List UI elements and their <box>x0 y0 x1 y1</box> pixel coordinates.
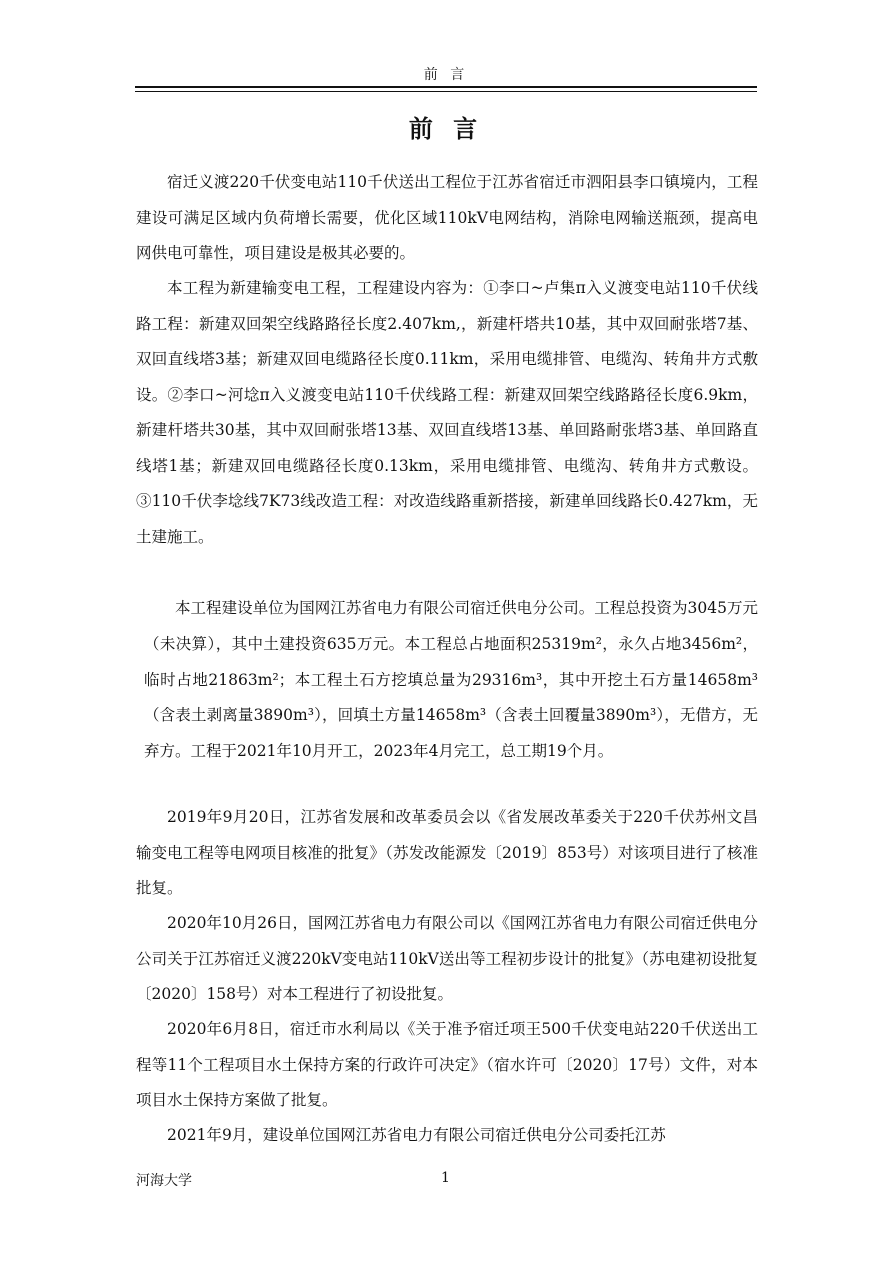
page-title: 前 言 <box>408 114 484 143</box>
paragraph-approval-2019: 2019年9月20日，江苏省发展和改革委员会以《省发展改革委关于220千伏苏州文昌输变电工程等电网项目核准的批复》（苏发改能源发〔2019〕853号）对该项目进行了核准批复。 <box>136 808 758 897</box>
header-rule-thick <box>135 86 757 88</box>
paragraph-soil-water-approval: 2020年6月8日，宿迁市水利局以《关于准予宿迁项王500千伏变电站220千伏送出工程等11个工程项目水土保持方案的行政许可决定》（宿水许可〔2020〕17号）文件，对本项目水土保持方案做了批复。 <box>136 1020 758 1109</box>
running-header: 前 言 <box>423 67 469 83</box>
paragraph-investment: 本工程建设单位为国网江苏省电力有限公司宿迁供电分公司。工程总投资为3045万元（未决算），其中土建投资635万元。本工程总占地面积25319m²，永久占地3456m²，临时占地21863m²；本工程土石方挖填总量为29316m³，其中开挖土石方量14658m³（含表土剥离量3890m³），回填土方量14658m³（含表土回覆量3890m³），无借方，无弃方。工程于2021年10月开工，2023年4月完工，总工期19个月。 <box>144 599 758 761</box>
footer-page-number: 1 <box>441 1170 450 1186</box>
paragraph-project-location: 宿迁义渡220千伏变电站110千伏送出工程位于江苏省宿迁市泗阳县李口镇境内，工程建设可满足区域内负荷增长需要，优化区域110kV电网结构，消除电网输送瓶颈，提高电网供电可靠性，项目建设是极其必要的。 <box>136 173 758 262</box>
footer-organization: 河海大学 <box>136 1173 192 1189</box>
paragraph-commission-2021: 2021年9月，建设单位国网江苏省电力有限公司宿迁供电分公司委托江苏 <box>167 1126 666 1144</box>
paragraph-construction-content: 本工程为新建输变电工程，工程建设内容为：①李口~卢集π入义渡变电站110千伏线路工程：新建双回架空线路路径长度2.407km,，新建杆塔共10基，其中双回耐张塔7基、双回直线塔3基；新建双回电缆路径长度0.11km，采用电缆排管、电缆沟、转角井方式敷设。②李口~河埝π入义渡变电站110千伏线路工程：新建双回架空线路路径长度6.9km，新建杆塔共30基，其中双回耐张塔13基、双回直线塔13基、单回路耐张塔3基、单回路直线塔1基；新建双回电缆路径长度0.13km，采用电缆排管、电缆沟、转角井方式敷设。③110千伏李埝线7K73线改造工程：对改造线路重新搭接，新建单回线路长0.427km，无土建施工。 <box>136 279 758 546</box>
paragraph-design-approval-2020: 2020年10月26日，国网江苏省电力有限公司以《国网江苏省电力有限公司宿迁供电分公司关于江苏宿迁义渡220kV变电站110kV送出等工程初步设计的批复》（苏电建初设批复〔2020〕158号）对本工程进行了初设批复。 <box>136 914 758 1003</box>
header-rule-thin <box>135 91 757 92</box>
